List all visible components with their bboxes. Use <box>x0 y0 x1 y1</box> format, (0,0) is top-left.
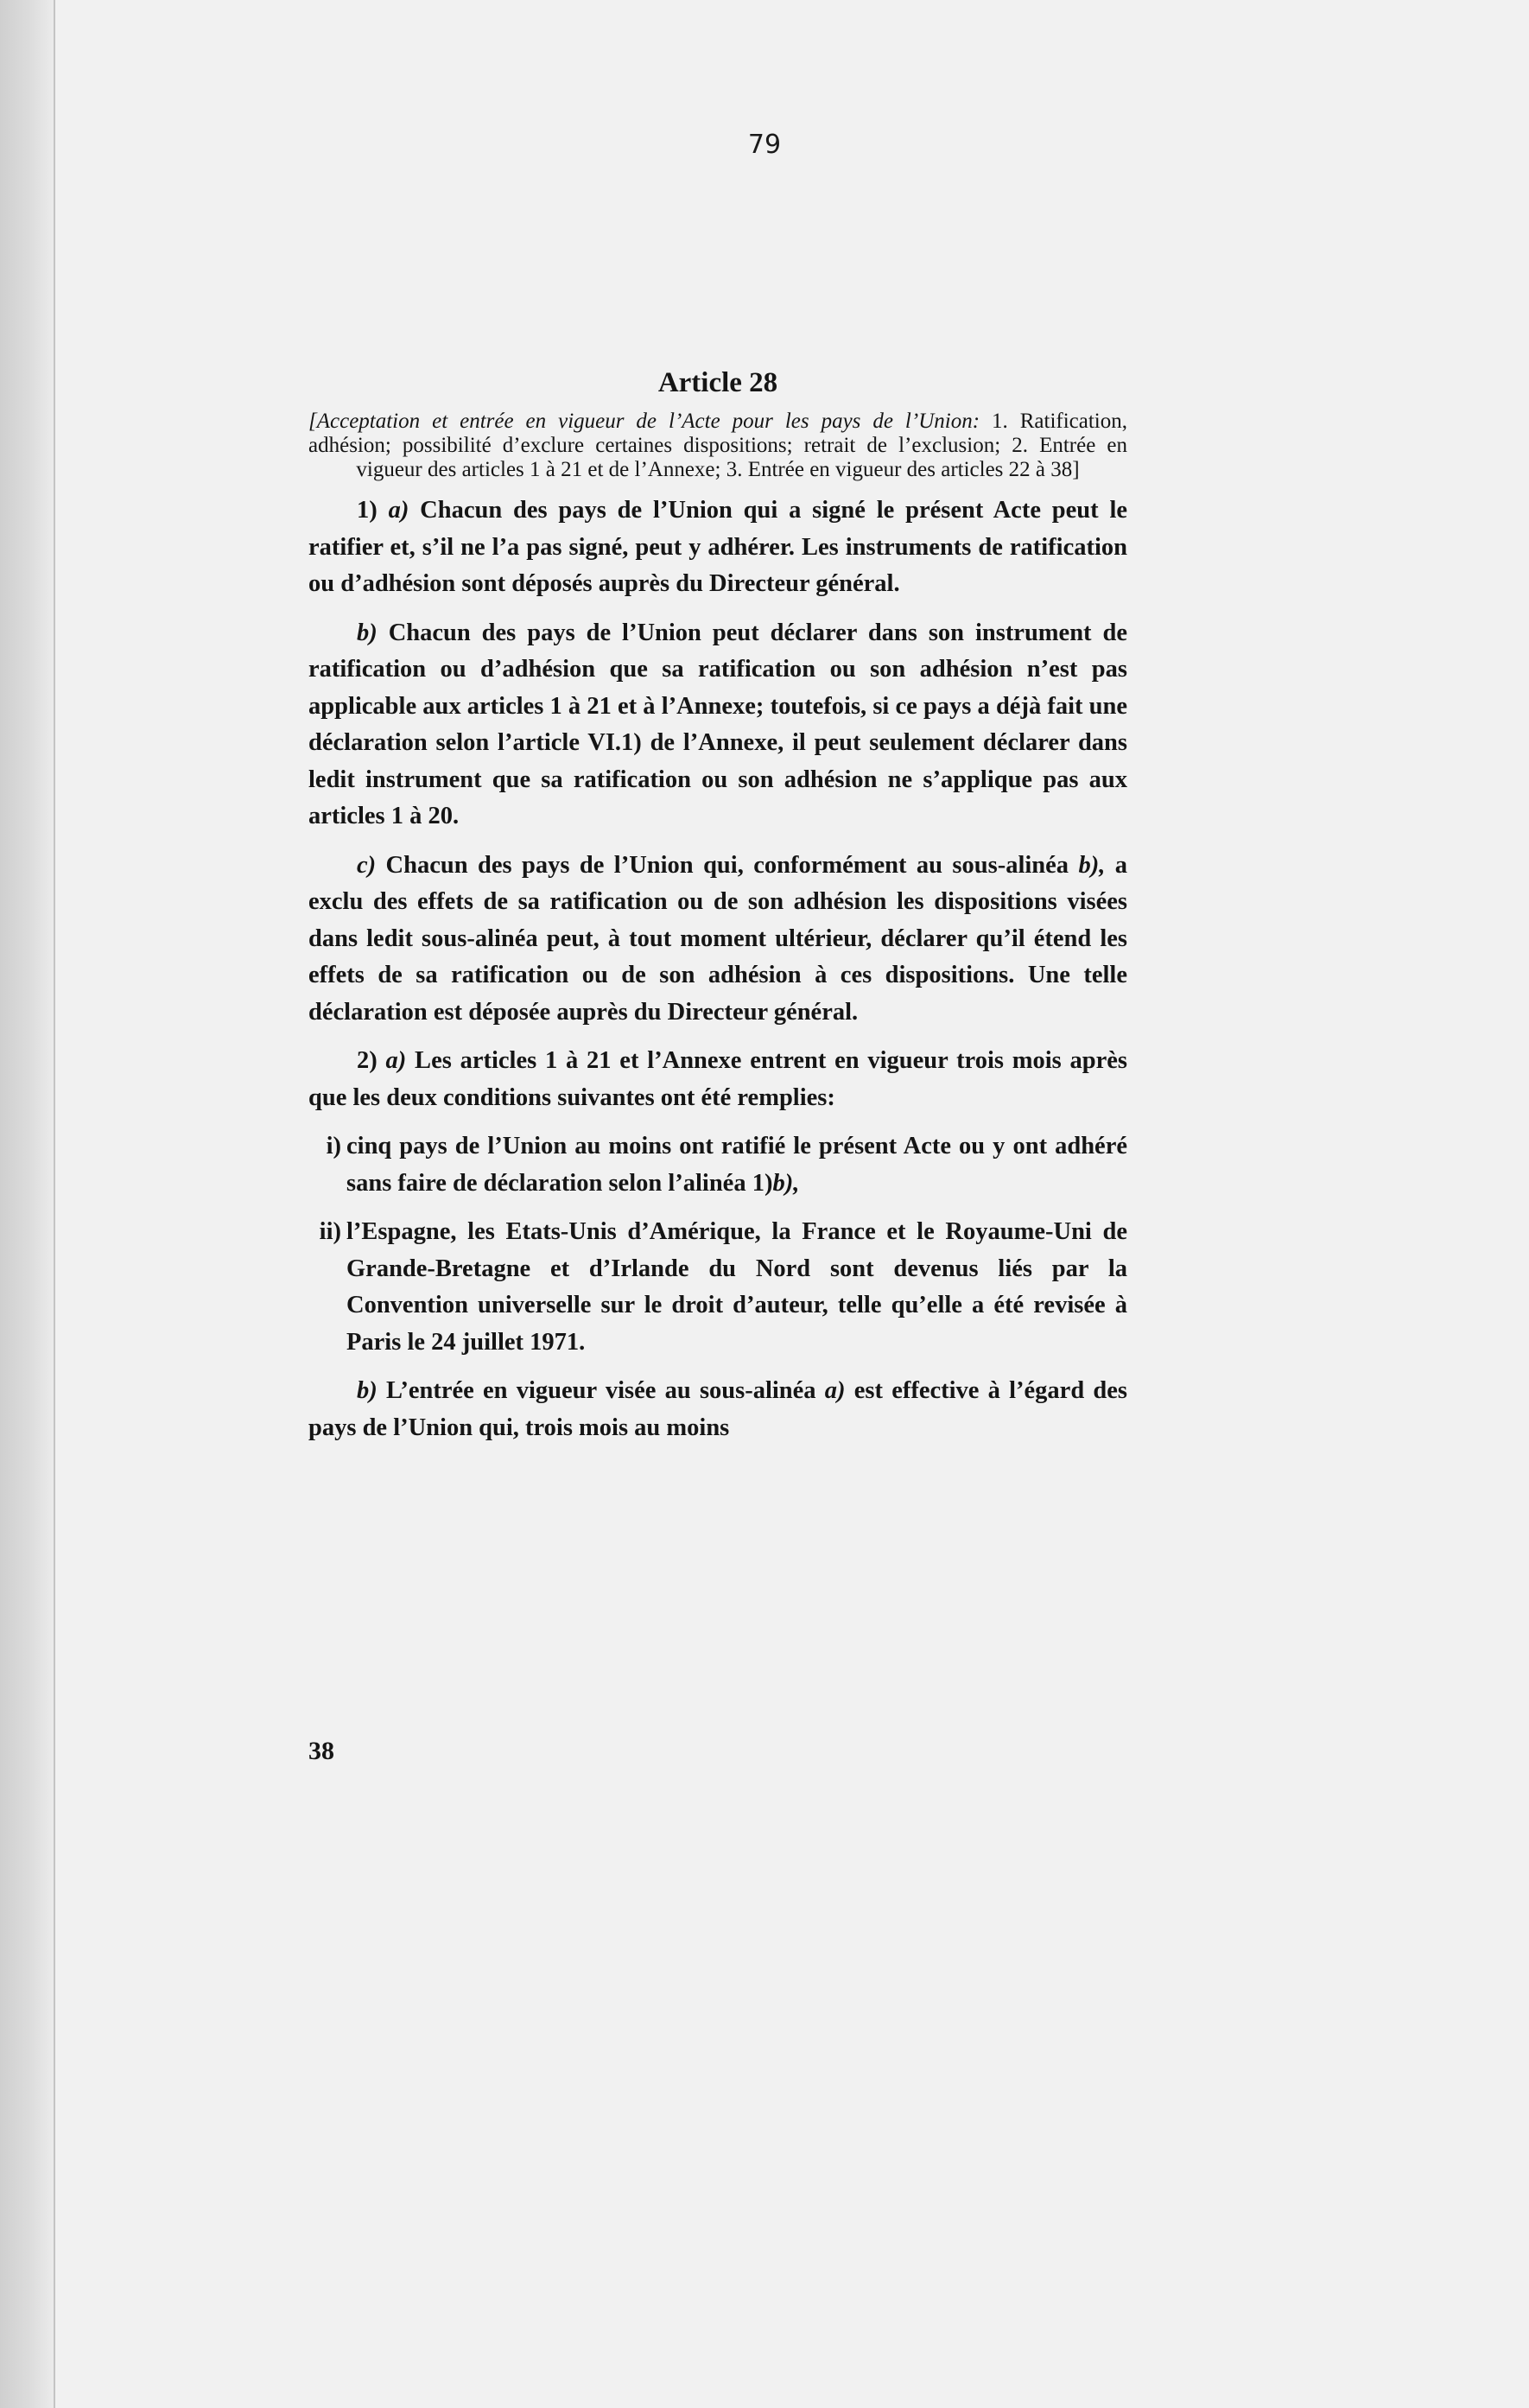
para-ref: b), <box>1078 851 1106 879</box>
para-number: 1) <box>357 497 377 524</box>
para-text: L’entrée en vigueur visée au sous-alinéa <box>377 1377 825 1404</box>
para-text: Chacun des pays de l’Union qui a signé le présent Acte peut le ratifier et, s’il ne l’a pas signé, peut y adhérer. Les instruments de ratification ou d’adhésion sont déposés auprès du Directeur général. <box>308 497 1128 597</box>
paragraph-2b <box>308 1373 1127 1446</box>
item-marker: i) <box>326 1133 341 1160</box>
list-item-ii <box>308 1214 1127 1361</box>
scan-edge-line <box>54 0 55 2408</box>
para-label: b) <box>357 1377 377 1404</box>
para-ref: a) <box>824 1377 846 1404</box>
item-marker: ii) <box>319 1218 341 1245</box>
para-text: Chacun des pays de l’Union qui, conformément au sous-alinéa <box>376 851 1079 879</box>
folio-number: 38 <box>308 1737 334 1765</box>
article-title: Article 28 <box>657 367 778 398</box>
paragraph-1a <box>308 492 1127 603</box>
para-label: a) <box>388 497 409 524</box>
list-item-i <box>308 1128 1127 1202</box>
paragraph-1c <box>308 848 1127 1032</box>
summary-text: 1. Ratification, adhésion; possibilité d’exclure certaines dispositions; retrait de l’exclusion; 2. Entrée en vigueur des articles 1 à 21 et de l’Annexe; 3. Entrée en vigueur des articles 22 à 38] <box>308 410 1127 481</box>
para-label: b) <box>357 619 377 646</box>
summary-italic: [Acceptation et entrée en vigueur de l’Acte pour les pays de l’Union: <box>308 410 980 433</box>
item-ref: b), <box>772 1169 800 1197</box>
para-label: a) <box>385 1047 407 1074</box>
article-summary <box>308 410 1127 482</box>
para-text: a exclu des effets de sa ratification ou de son adhésion les dispositions visées dans ledit sous-alinéa peut, à tout moment ultérieur, déclarer qu’il étend les effets de sa ratification ou de son adhésion à ces dispositions. Une telle déclaration est déposée auprès du Directeur général. <box>308 851 1128 1026</box>
page-number: 79 <box>747 130 782 160</box>
item-text: l’Espagne, les Etats-Unis d’Amérique, la France et le Royaume-Uni de Grande-Bretagne et d’Irlande du Nord sont devenus liés par la Convention universelle sur le droit d’auteur, telle qu’elle a été revisée à Paris le 24 juillet 1971. <box>346 1218 1127 1356</box>
para-text: est effective à l’égard des pays de l’Union qui, trois mois au moins <box>308 1377 1127 1441</box>
scan-page-edge <box>0 0 54 2408</box>
item-text: cinq pays de l’Union au moins ont ratifié le présent Acte ou y ont adhéré sans faire de déclaration selon l’alinéa 1) <box>346 1133 1127 1197</box>
para-text: Chacun des pays de l’Union peut déclarer dans son instrument de ratification ou d’adhésion que sa ratification ou son adhésion n’est pas applicable aux articles 1 à 21 et à l’Annexe; toutefois, si ce pays a déjà fait une déclaration selon l’article VI.1) de l’Annexe, il peut seulement déclarer dans ledit instrument que sa ratification ou son adhésion ne s’applique pas aux articles 1 à 20. <box>308 619 1127 829</box>
paragraph-1b <box>308 615 1127 835</box>
article-body <box>308 367 1127 1458</box>
para-number: 2) <box>357 1047 377 1074</box>
para-text: Les articles 1 à 21 et l’Annexe entrent en vigueur trois mois après que les deux conditions suivantes ont été remplies: <box>308 1047 1127 1111</box>
paragraph-2a <box>308 1043 1127 1116</box>
para-label: c) <box>357 851 377 879</box>
